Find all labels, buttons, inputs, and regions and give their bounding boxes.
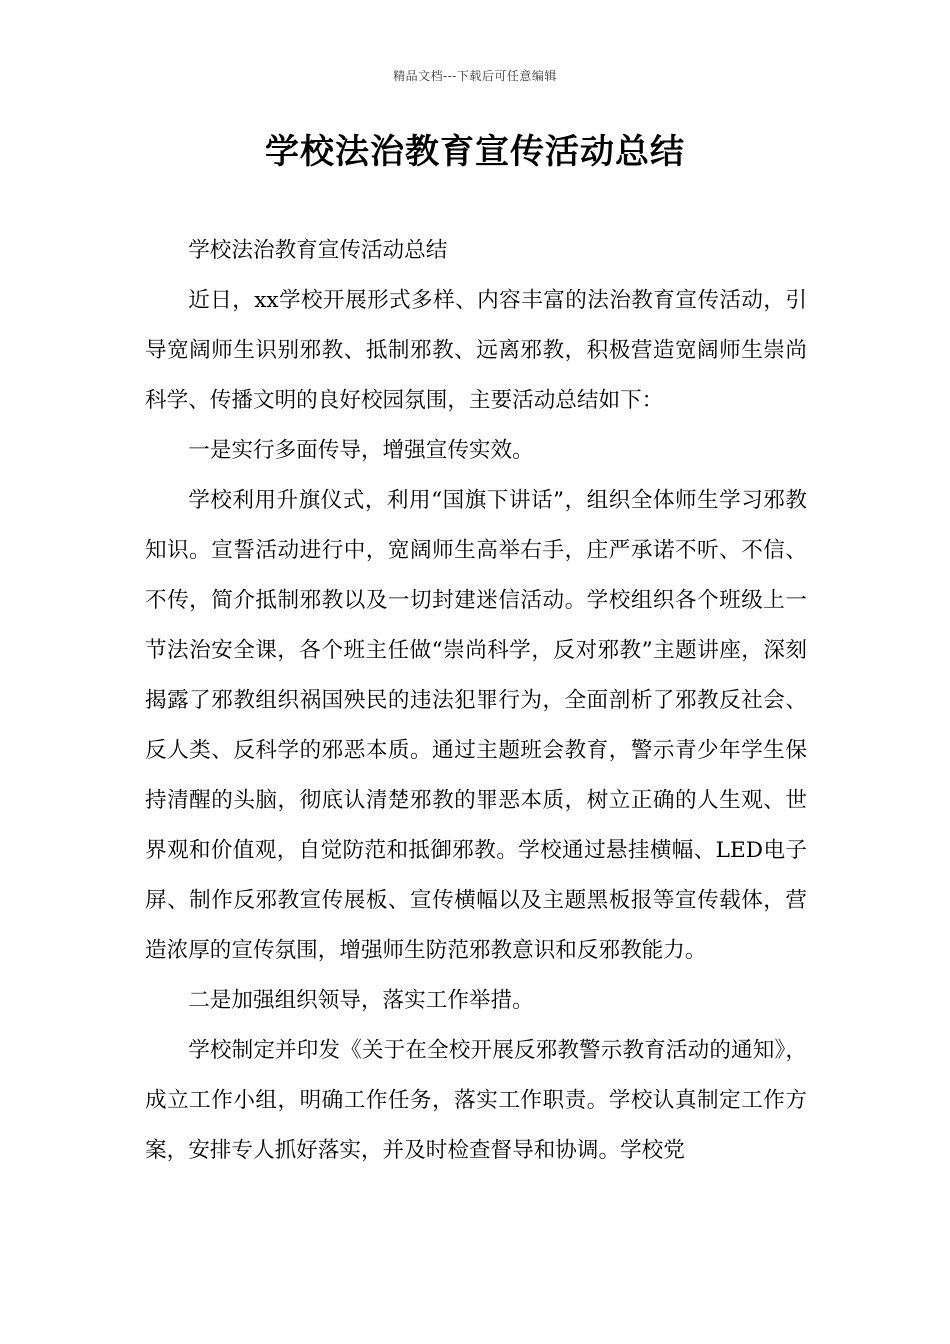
document-body [145, 226, 807, 1176]
document-title: 学校法治教育宣传活动总结 [265, 132, 685, 172]
paragraph-body-1: 学校利用升旗仪式，利用“国旗下讲话”，组织全体师生学习邪教知识。宣誓活动进行中，宽阔师生高举右手，庄严承诺不听、不信、不传，简介抵制邪教以及一切封建迷信活动。学校组织各个班级上一节法治安全课，各个班主任做“崇尚科学，反对邪教”主题讲座，深刻揭露了邪教组织祸国殃民的违法犯罪行为，全面剖析了邪教反社会、反人类、反科学的邪恶本质。通过主题班会教育，警示青少年学生保持清醒的头脑，彻底认清楚邪教的罪恶本质，树立正确的人生观、世界观和价值观，自觉防范和抵御邪教。学校通过悬挂横幅、LED电子屏、制作反邪教宣传展板、宣传横幅以及主题黑板报等宣传载体，营造浓厚的宣传氛围，增强师生防范邪教意识和反邪教能力。 [145, 488, 807, 963]
header-note: 精品文档---下载后可任意编辑 [393, 69, 557, 83]
paragraph-heading-1: 一是实行多面传导，增强宣传实效。 [188, 438, 534, 463]
paragraph-subtitle: 学校法治教育宣传活动总结 [188, 238, 448, 263]
paragraph-body-2: 学校制定并印发《关于在全校开展反邪教警示教育活动的通知》，成立工作小组，明确工作任务，落实工作职责。学校认真制定工作方案，安排专人抓好落实，并及时检查督导和协调。学校党 [145, 1038, 807, 1163]
paragraph-intro: 近日，xx学校开展形式多样、内容丰富的法治教育宣传活动，引导宽阔师生识别邪教、抵制邪教、远离邪教，积极营造宽阔师生崇尚科学、传播文明的良好校园氛围，主要活动总结如下： [145, 288, 807, 413]
paragraph-heading-2: 二是加强组织领导，落实工作举措。 [188, 988, 534, 1013]
